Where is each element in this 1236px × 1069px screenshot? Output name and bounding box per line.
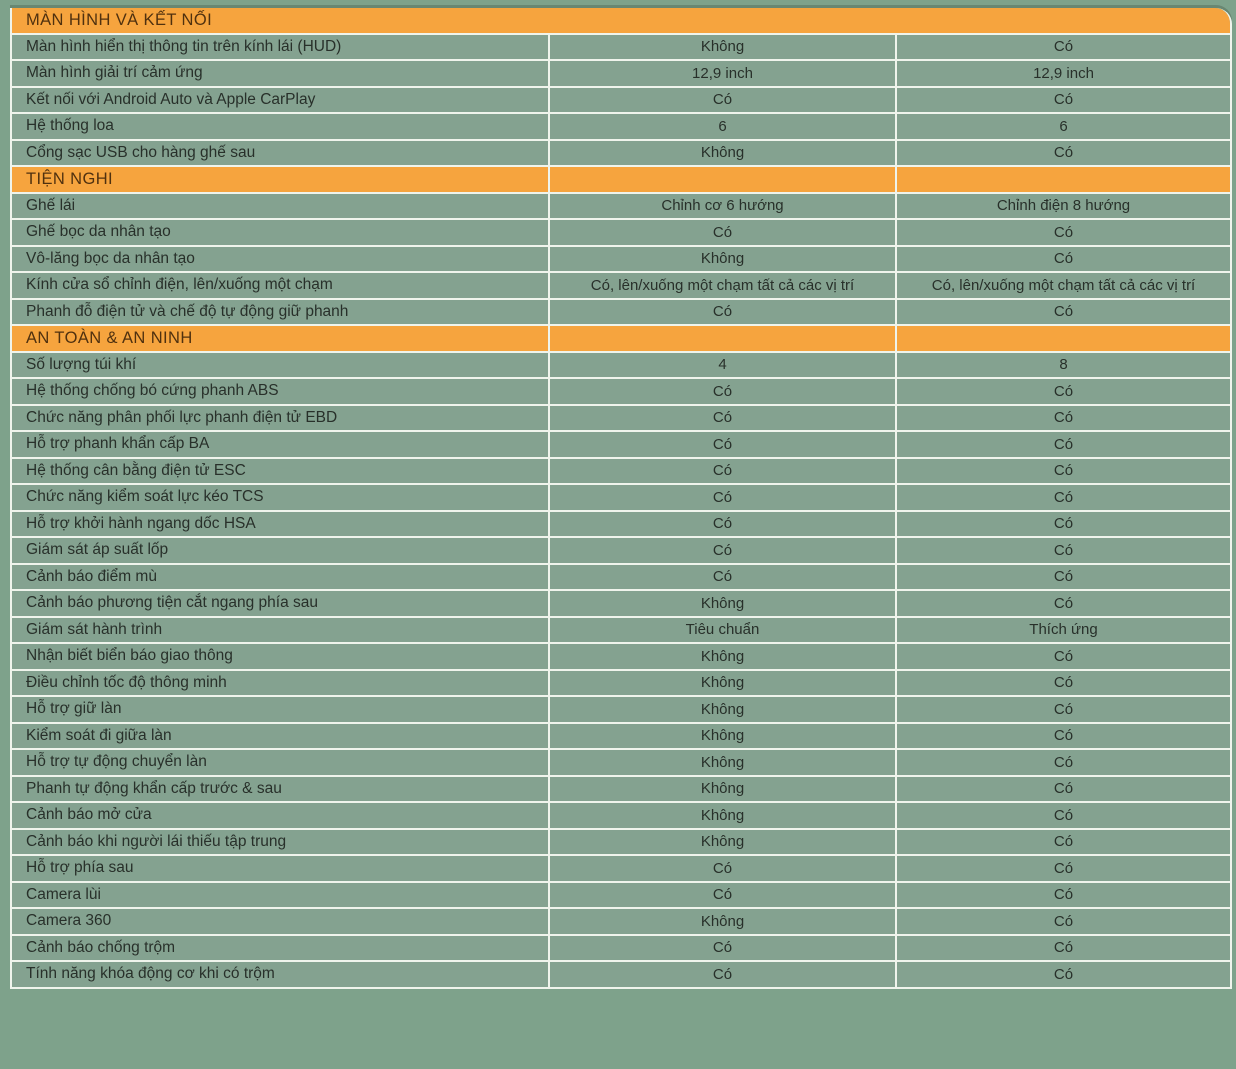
feature-label-cell: Chức năng kiểm soát lực kéo TCS	[12, 485, 550, 512]
section-title: TIỆN NGHI	[12, 167, 550, 194]
table-row	[12, 565, 1230, 592]
table-row	[12, 141, 1230, 168]
feature-value-cell: Có	[550, 379, 897, 406]
feature-value-cell: Có	[897, 856, 1230, 883]
table-row	[12, 618, 1230, 645]
feature-value-cell: Có	[550, 512, 897, 539]
feature-value-cell: Có	[550, 432, 897, 459]
feature-value-cell: Có	[897, 830, 1230, 857]
feature-value-cell: Có	[897, 538, 1230, 565]
feature-value-cell: Có	[897, 485, 1230, 512]
feature-label-cell: Giám sát hành trình	[12, 618, 550, 645]
feature-value-cell: Không	[550, 830, 897, 857]
feature-value-cell: Có	[550, 962, 897, 989]
feature-label-cell: Ghế bọc da nhân tạo	[12, 220, 550, 247]
table-row	[12, 856, 1230, 883]
feature-label-cell: Kính cửa sổ chỉnh điện, lên/xuống một chạm	[12, 273, 550, 300]
feature-value-cell: Không	[550, 671, 897, 698]
table-row	[12, 35, 1230, 62]
feature-label-cell: Hỗ trợ giữ làn	[12, 697, 550, 724]
feature-label-cell: Giám sát áp suất lốp	[12, 538, 550, 565]
feature-value-cell: Có	[897, 883, 1230, 910]
table-row	[12, 909, 1230, 936]
table-row	[12, 406, 1230, 433]
feature-value-cell: Có, lên/xuống một chạm tất cả các vị trí	[897, 273, 1230, 300]
feature-value-cell: Tiêu chuẩn	[550, 618, 897, 645]
feature-value-cell: Có	[897, 671, 1230, 698]
feature-value-cell: Có	[550, 406, 897, 433]
feature-label-cell: Phanh đỗ điện tử và chế độ tự động giữ phanh	[12, 300, 550, 327]
section-header-spacer	[897, 326, 1230, 353]
feature-value-cell: Có	[897, 247, 1230, 274]
feature-label-cell: Chức năng phân phối lực phanh điện tử EBD	[12, 406, 550, 433]
feature-label-cell: Hỗ trợ khởi hành ngang dốc HSA	[12, 512, 550, 539]
feature-value-cell: Không	[550, 697, 897, 724]
feature-value-cell: Có	[550, 936, 897, 963]
feature-value-cell: Không	[550, 644, 897, 671]
table-row	[12, 750, 1230, 777]
feature-value-cell: Có	[897, 88, 1230, 115]
feature-value-cell: Không	[550, 591, 897, 618]
table-row	[12, 936, 1230, 963]
feature-value-cell: Có	[897, 141, 1230, 168]
feature-label-cell: Cảnh báo phương tiện cắt ngang phía sau	[12, 591, 550, 618]
table-row	[12, 591, 1230, 618]
table-row	[12, 300, 1230, 327]
feature-value-cell: Có, lên/xuống một chạm tất cả các vị trí	[550, 273, 897, 300]
feature-label-cell: Kiểm soát đi giữa làn	[12, 724, 550, 751]
feature-label-cell: Phanh tự động khẩn cấp trước & sau	[12, 777, 550, 804]
feature-value-cell: 8	[897, 353, 1230, 380]
spec-table-body	[12, 8, 1230, 989]
section-header-row	[12, 167, 1230, 194]
table-row	[12, 88, 1230, 115]
feature-value-cell: Chỉnh cơ 6 hướng	[550, 194, 897, 221]
feature-value-cell: Có	[897, 909, 1230, 936]
table-row	[12, 61, 1230, 88]
feature-value-cell: Có	[550, 459, 897, 486]
feature-value-cell: Có	[550, 856, 897, 883]
table-row	[12, 220, 1230, 247]
feature-value-cell: Có	[550, 220, 897, 247]
feature-value-cell: 12,9 inch	[897, 61, 1230, 88]
table-row	[12, 273, 1230, 300]
feature-label-cell: Số lượng túi khí	[12, 353, 550, 380]
feature-value-cell: Không	[550, 141, 897, 168]
feature-label-cell: Hệ thống chống bó cứng phanh ABS	[12, 379, 550, 406]
table-row	[12, 353, 1230, 380]
section-header-spacer	[550, 326, 897, 353]
table-row	[12, 194, 1230, 221]
feature-label-cell: Nhận biết biển báo giao thông	[12, 644, 550, 671]
feature-value-cell: Có	[897, 697, 1230, 724]
feature-label-cell: Tính năng khóa động cơ khi có trộm	[12, 962, 550, 989]
feature-label-cell: Hỗ trợ tự động chuyển làn	[12, 750, 550, 777]
feature-label-cell: Điều chỉnh tốc độ thông minh	[12, 671, 550, 698]
table-row	[12, 114, 1230, 141]
feature-label-cell: Màn hình hiển thị thông tin trên kính lái (HUD)	[12, 35, 550, 62]
feature-value-cell: Có	[550, 88, 897, 115]
table-row	[12, 803, 1230, 830]
feature-label-cell: Camera 360	[12, 909, 550, 936]
section-header-spacer	[550, 167, 897, 194]
feature-value-cell: Thích ứng	[897, 618, 1230, 645]
feature-value-cell: Có	[897, 379, 1230, 406]
section-title: AN TOÀN & AN NINH	[12, 326, 550, 353]
table-row	[12, 671, 1230, 698]
feature-value-cell: Có	[897, 724, 1230, 751]
feature-label-cell: Ghế lái	[12, 194, 550, 221]
feature-value-cell: Có	[897, 644, 1230, 671]
feature-label-cell: Camera lùi	[12, 883, 550, 910]
table-row	[12, 830, 1230, 857]
feature-value-cell: Có	[897, 962, 1230, 989]
feature-value-cell: Có	[897, 300, 1230, 327]
feature-value-cell: 6	[550, 114, 897, 141]
feature-value-cell: Có	[550, 300, 897, 327]
section-title: MÀN HÌNH VÀ KẾT NỐI	[12, 8, 1230, 35]
feature-label-cell: Hệ thống cân bằng điện tử ESC	[12, 459, 550, 486]
feature-value-cell: Có	[897, 750, 1230, 777]
feature-value-cell: Chỉnh điện 8 hướng	[897, 194, 1230, 221]
spec-comparison-table	[10, 8, 1232, 989]
feature-value-cell: 4	[550, 353, 897, 380]
feature-value-cell: Có	[897, 565, 1230, 592]
table-row	[12, 724, 1230, 751]
section-header-row	[12, 326, 1230, 353]
table-row	[12, 379, 1230, 406]
feature-value-cell: Có	[897, 432, 1230, 459]
feature-value-cell: Có	[897, 803, 1230, 830]
table-row	[12, 644, 1230, 671]
table-row	[12, 432, 1230, 459]
feature-label-cell: Cảnh báo mở cửa	[12, 803, 550, 830]
feature-label-cell: Hỗ trợ phía sau	[12, 856, 550, 883]
table-row	[12, 777, 1230, 804]
section-header-spacer	[897, 167, 1230, 194]
feature-value-cell: Có	[897, 406, 1230, 433]
table-row	[12, 247, 1230, 274]
table-row	[12, 883, 1230, 910]
table-row	[12, 538, 1230, 565]
feature-value-cell: Có	[897, 220, 1230, 247]
feature-value-cell: Không	[550, 724, 897, 751]
feature-label-cell: Cổng sạc USB cho hàng ghế sau	[12, 141, 550, 168]
feature-label-cell: Hỗ trợ phanh khẩn cấp BA	[12, 432, 550, 459]
feature-value-cell: Có	[897, 591, 1230, 618]
feature-value-cell: Không	[550, 247, 897, 274]
feature-value-cell: Có	[550, 538, 897, 565]
table-row	[12, 485, 1230, 512]
feature-value-cell: Có	[897, 459, 1230, 486]
feature-label-cell: Cảnh báo khi người lái thiếu tập trung	[12, 830, 550, 857]
feature-value-cell: Có	[550, 485, 897, 512]
table-row	[12, 697, 1230, 724]
feature-value-cell: Có	[897, 936, 1230, 963]
table-row	[12, 512, 1230, 539]
feature-value-cell: 12,9 inch	[550, 61, 897, 88]
section-header-row	[12, 8, 1230, 35]
feature-label-cell: Cảnh báo chống trộm	[12, 936, 550, 963]
feature-value-cell: Không	[550, 909, 897, 936]
feature-value-cell: Không	[550, 35, 897, 62]
feature-label-cell: Màn hình giải trí cảm ứng	[12, 61, 550, 88]
table-row	[12, 459, 1230, 486]
feature-value-cell: Có	[897, 512, 1230, 539]
feature-value-cell: Không	[550, 777, 897, 804]
feature-label-cell: Hệ thống loa	[12, 114, 550, 141]
feature-value-cell: Không	[550, 803, 897, 830]
feature-value-cell: 6	[897, 114, 1230, 141]
feature-value-cell: Có	[897, 777, 1230, 804]
feature-value-cell: Có	[550, 883, 897, 910]
feature-value-cell: Có	[897, 35, 1230, 62]
feature-label-cell: Kết nối với Android Auto và Apple CarPlay	[12, 88, 550, 115]
feature-value-cell: Không	[550, 750, 897, 777]
table-row	[12, 962, 1230, 989]
feature-label-cell: Cảnh báo điểm mù	[12, 565, 550, 592]
feature-label-cell: Vô-lăng bọc da nhân tạo	[12, 247, 550, 274]
feature-value-cell: Có	[550, 565, 897, 592]
